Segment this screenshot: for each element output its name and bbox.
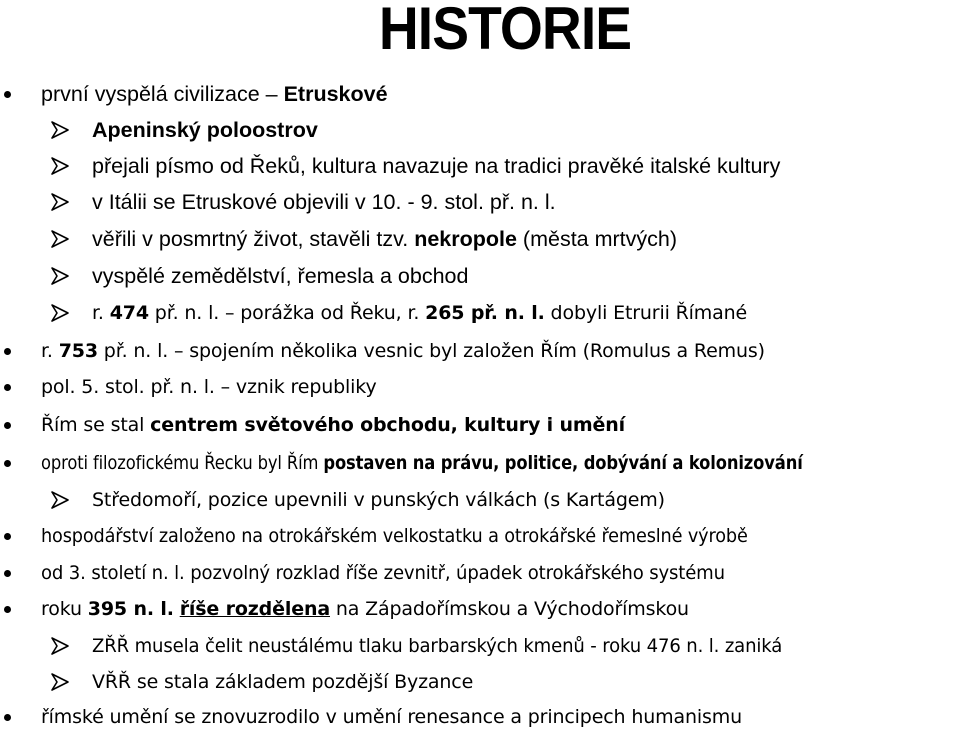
sub-item-text: Apeninský poloostrov bbox=[92, 118, 318, 142]
arrowhead-bullet-icon bbox=[50, 120, 70, 140]
bullet-text: oproti filozofickému Řecku byl Řím postaven na právu, politice, dobývání a kolonizování bbox=[41, 452, 803, 474]
arrowhead-bullet-icon bbox=[50, 303, 70, 323]
sub-item-text: r. 474 př. n. l. – porážka od Řeku, r. 265 př. n. l. dobyli Etrurii Římané bbox=[92, 302, 748, 324]
arrowhead-bullet-icon bbox=[50, 672, 70, 692]
sub-item-text: Středomoří, pozice upevnili v punských válkách (s Kartágem) bbox=[92, 489, 665, 511]
round-bullet-icon bbox=[4, 91, 11, 98]
sub-item-text: v Itálii se Etruskové objevili v 10. - 9. stol. př. n. l. bbox=[92, 190, 556, 214]
arrowhead-bullet-icon bbox=[50, 636, 70, 656]
round-bullet-icon bbox=[4, 348, 11, 355]
bullet-text: roku 395 n. l. říše rozdělena na Západořímskou a Východořímskou bbox=[41, 598, 689, 620]
slide-title: HISTORIE bbox=[378, 0, 632, 62]
round-bullet-icon bbox=[4, 460, 11, 467]
bullet-text: hospodářství založeno na otrokářském velkostatku a otrokářské řemeslné výrobě bbox=[41, 525, 748, 547]
arrowhead-bullet-icon bbox=[50, 229, 70, 249]
bullet-text: od 3. století n. l. pozvolný rozklad říše zevnitř, úpadek otrokářského systému bbox=[41, 562, 725, 584]
sub-item-text: VŘŘ se stala základem pozdější Byzance bbox=[92, 671, 474, 693]
round-bullet-icon bbox=[4, 533, 11, 540]
arrowhead-bullet-icon bbox=[50, 156, 70, 176]
sub-item-text: přejali písmo od Řeků, kultura navazuje na tradici pravěké italské kultury bbox=[92, 154, 781, 178]
arrowhead-bullet-icon bbox=[50, 490, 70, 510]
bullet-text: r. 753 př. n. l. – spojením několika vesnic byl založen Řím (Romulus a Remus) bbox=[41, 340, 765, 362]
arrowhead-bullet-icon bbox=[50, 192, 70, 212]
bullet-text: první vyspělá civilizace – Etruskové bbox=[41, 82, 388, 106]
sub-item-text: věřili v posmrtný život, stavěli tzv. nekropole (města mrtvých) bbox=[92, 227, 678, 251]
bullet-text: římské umění se znovuzrodilo v umění renesance a principech humanismu bbox=[41, 706, 742, 728]
sub-item-text: vyspělé zemědělství, řemesla a obchod bbox=[92, 264, 469, 288]
round-bullet-icon bbox=[4, 606, 11, 613]
sub-item-text: ZŘŘ musela čelit neustálému tlaku barbarských kmenů - roku 476 n. l. zaniká bbox=[92, 635, 783, 657]
round-bullet-icon bbox=[4, 422, 11, 429]
round-bullet-icon bbox=[4, 714, 11, 721]
arrowhead-bullet-icon bbox=[50, 266, 70, 286]
bullet-text: Řím se stal centrem světového obchodu, kultury i umění bbox=[41, 414, 625, 436]
round-bullet-icon bbox=[4, 570, 11, 577]
bullet-text: pol. 5. stol. př. n. l. – vznik republiky bbox=[41, 376, 377, 398]
round-bullet-icon bbox=[4, 384, 11, 391]
